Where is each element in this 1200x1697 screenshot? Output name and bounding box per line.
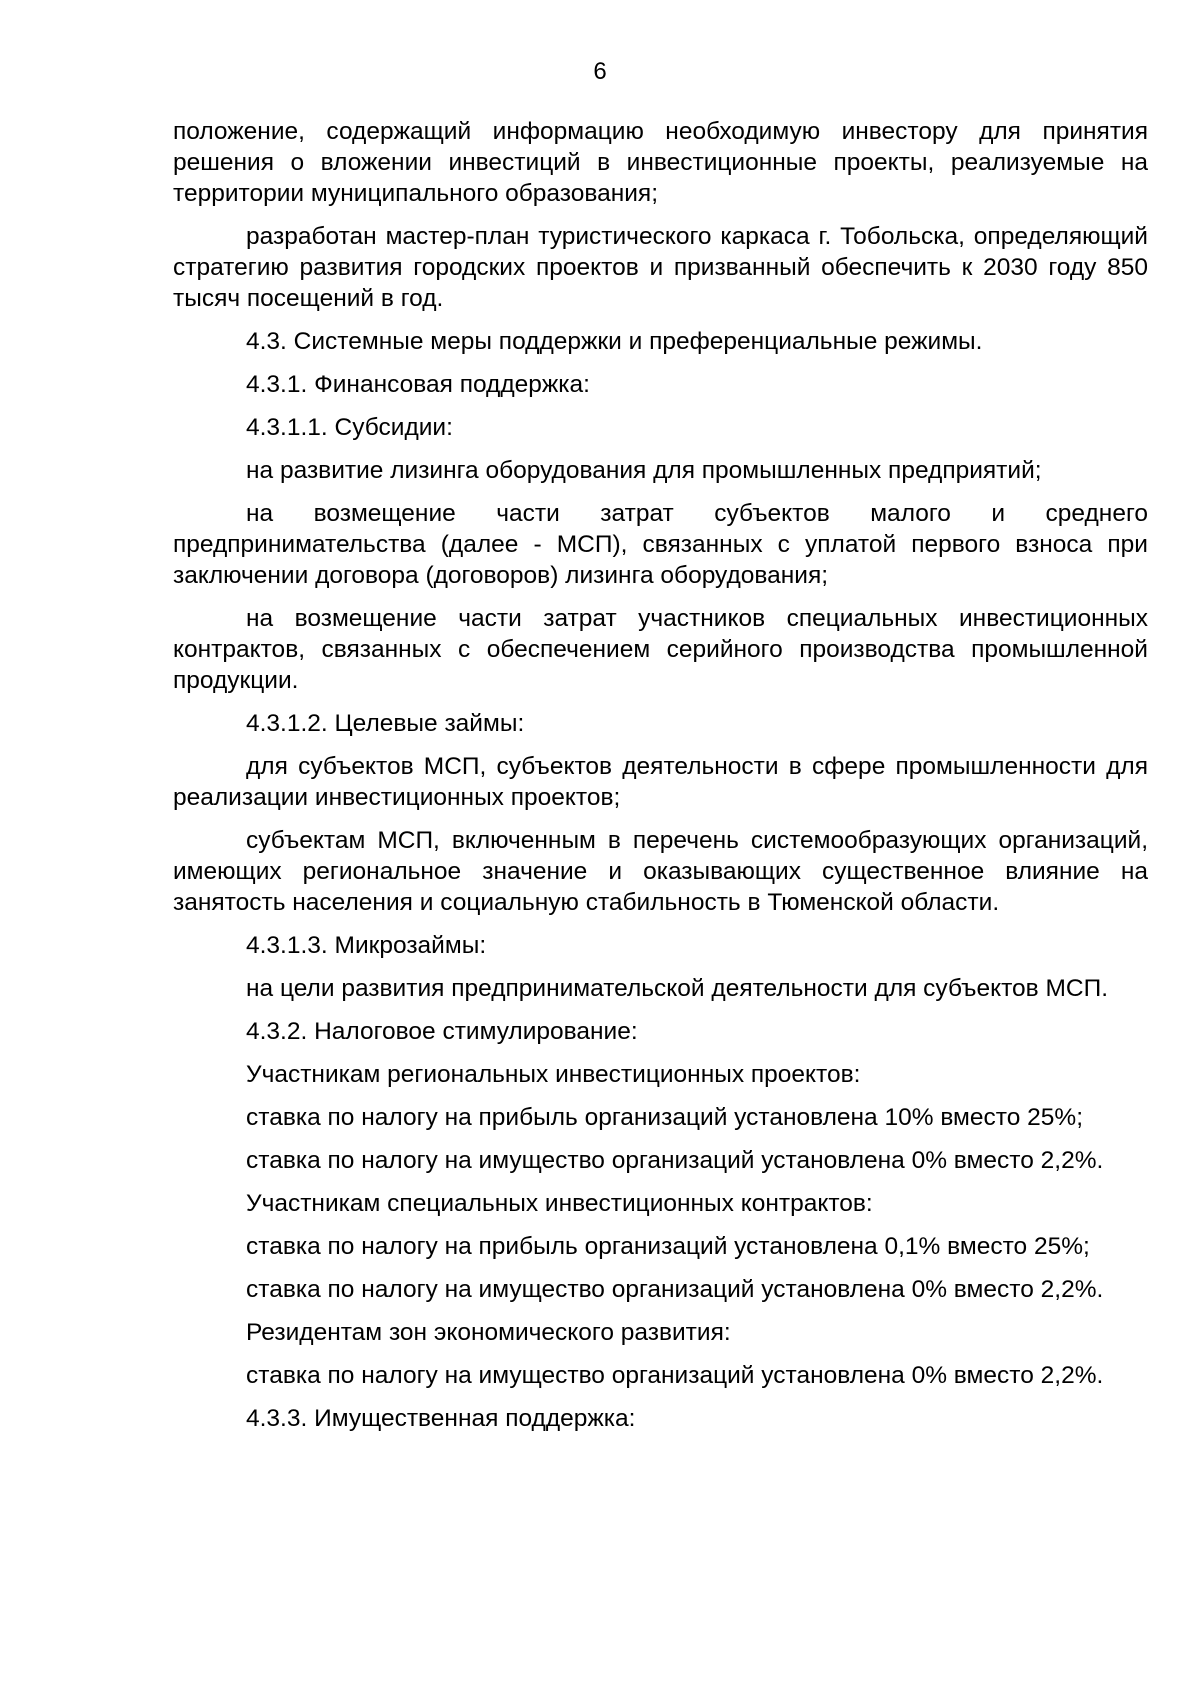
paragraph-leasing-first-payment: на возмещение части затрат субъектов малого и среднего предпринимательства (далее - МСП), связанных с уплатой первого взноса при заключении договора (договоров) лизинга оборудования; [173, 500, 1148, 589]
paragraph-regional-profit-tax: ставка по налогу на прибыль организаций установлена 10% вместо 25%; [246, 1104, 1083, 1131]
paragraph-leasing-development: на развитие лизинга оборудования для промышленных предприятий; [246, 457, 1042, 484]
section-heading-4-3-1: 4.3.1. Финансовая поддержка: [246, 371, 590, 398]
paragraph-target-loans-msp: для субъектов МСП, субъектов деятельности в сфере промышленности для реализации инвестиционных проектов; [173, 753, 1148, 811]
paragraph-investor-passport-continued: положение, содержащий информацию необходимую инвестору для принятия решения о вложении инвестиций в инвестиционные проекты, реализуемые на территории муниципального образования; [173, 118, 1148, 207]
paragraph-special-profit-tax: ставка по налогу на прибыль организаций установлена 0,1% вместо 25%; [246, 1233, 1090, 1260]
section-heading-4-3-3: 4.3.3. Имущественная поддержка: [246, 1405, 636, 1432]
section-heading-4-3-1-3: 4.3.1.3. Микрозаймы: [246, 932, 487, 959]
section-heading-4-3-2: 4.3.2. Налоговое стимулирование: [246, 1018, 638, 1045]
paragraph-regional-property-tax: ставка по налогу на имущество организаций установлена 0% вместо 2,2%. [246, 1147, 1104, 1174]
paragraph-regional-projects-participants: Участникам региональных инвестиционных проектов: [246, 1061, 861, 1088]
paragraph-master-plan: разработан мастер-план туристического каркаса г. Тобольска, определяющий стратегию развития городских проектов и призванный обеспечить к 2030 году 850 тысяч посещений в год. [173, 223, 1148, 312]
paragraph-special-property-tax: ставка по налогу на имущество организаций установлена 0% вместо 2,2%. [246, 1276, 1104, 1303]
document-body [173, 116, 1148, 1434]
paragraph-special-contracts-participants: Участникам специальных инвестиционных контрактов: [246, 1190, 873, 1217]
paragraph-microloans-purpose: на цели развития предпринимательской деятельности для субъектов МСП. [246, 975, 1109, 1002]
section-heading-4-3-1-1: 4.3.1.1. Субсидии: [246, 414, 453, 441]
paragraph-system-forming-organizations: субъектам МСП, включенным в перечень системообразующих организаций, имеющих региональное значение и оказывающих существенное влияние на занятость населения и социальную стабильность в Тюменской области. [173, 827, 1148, 916]
page-number: 6 [593, 58, 607, 85]
section-heading-4-3: 4.3. Системные меры поддержки и преференциальные режимы. [246, 328, 983, 355]
paragraph-special-contracts-costs: на возмещение части затрат участников специальных инвестиционных контрактов, связанных с обеспечением серийного производства промышленной продукции. [173, 605, 1148, 694]
section-heading-4-3-1-2: 4.3.1.2. Целевые займы: [246, 710, 525, 737]
paragraph-economic-zones-residents: Резидентам зон экономического развития: [246, 1319, 731, 1346]
paragraph-zones-property-tax: ставка по налогу на имущество организаций установлена 0% вместо 2,2%. [246, 1362, 1104, 1389]
